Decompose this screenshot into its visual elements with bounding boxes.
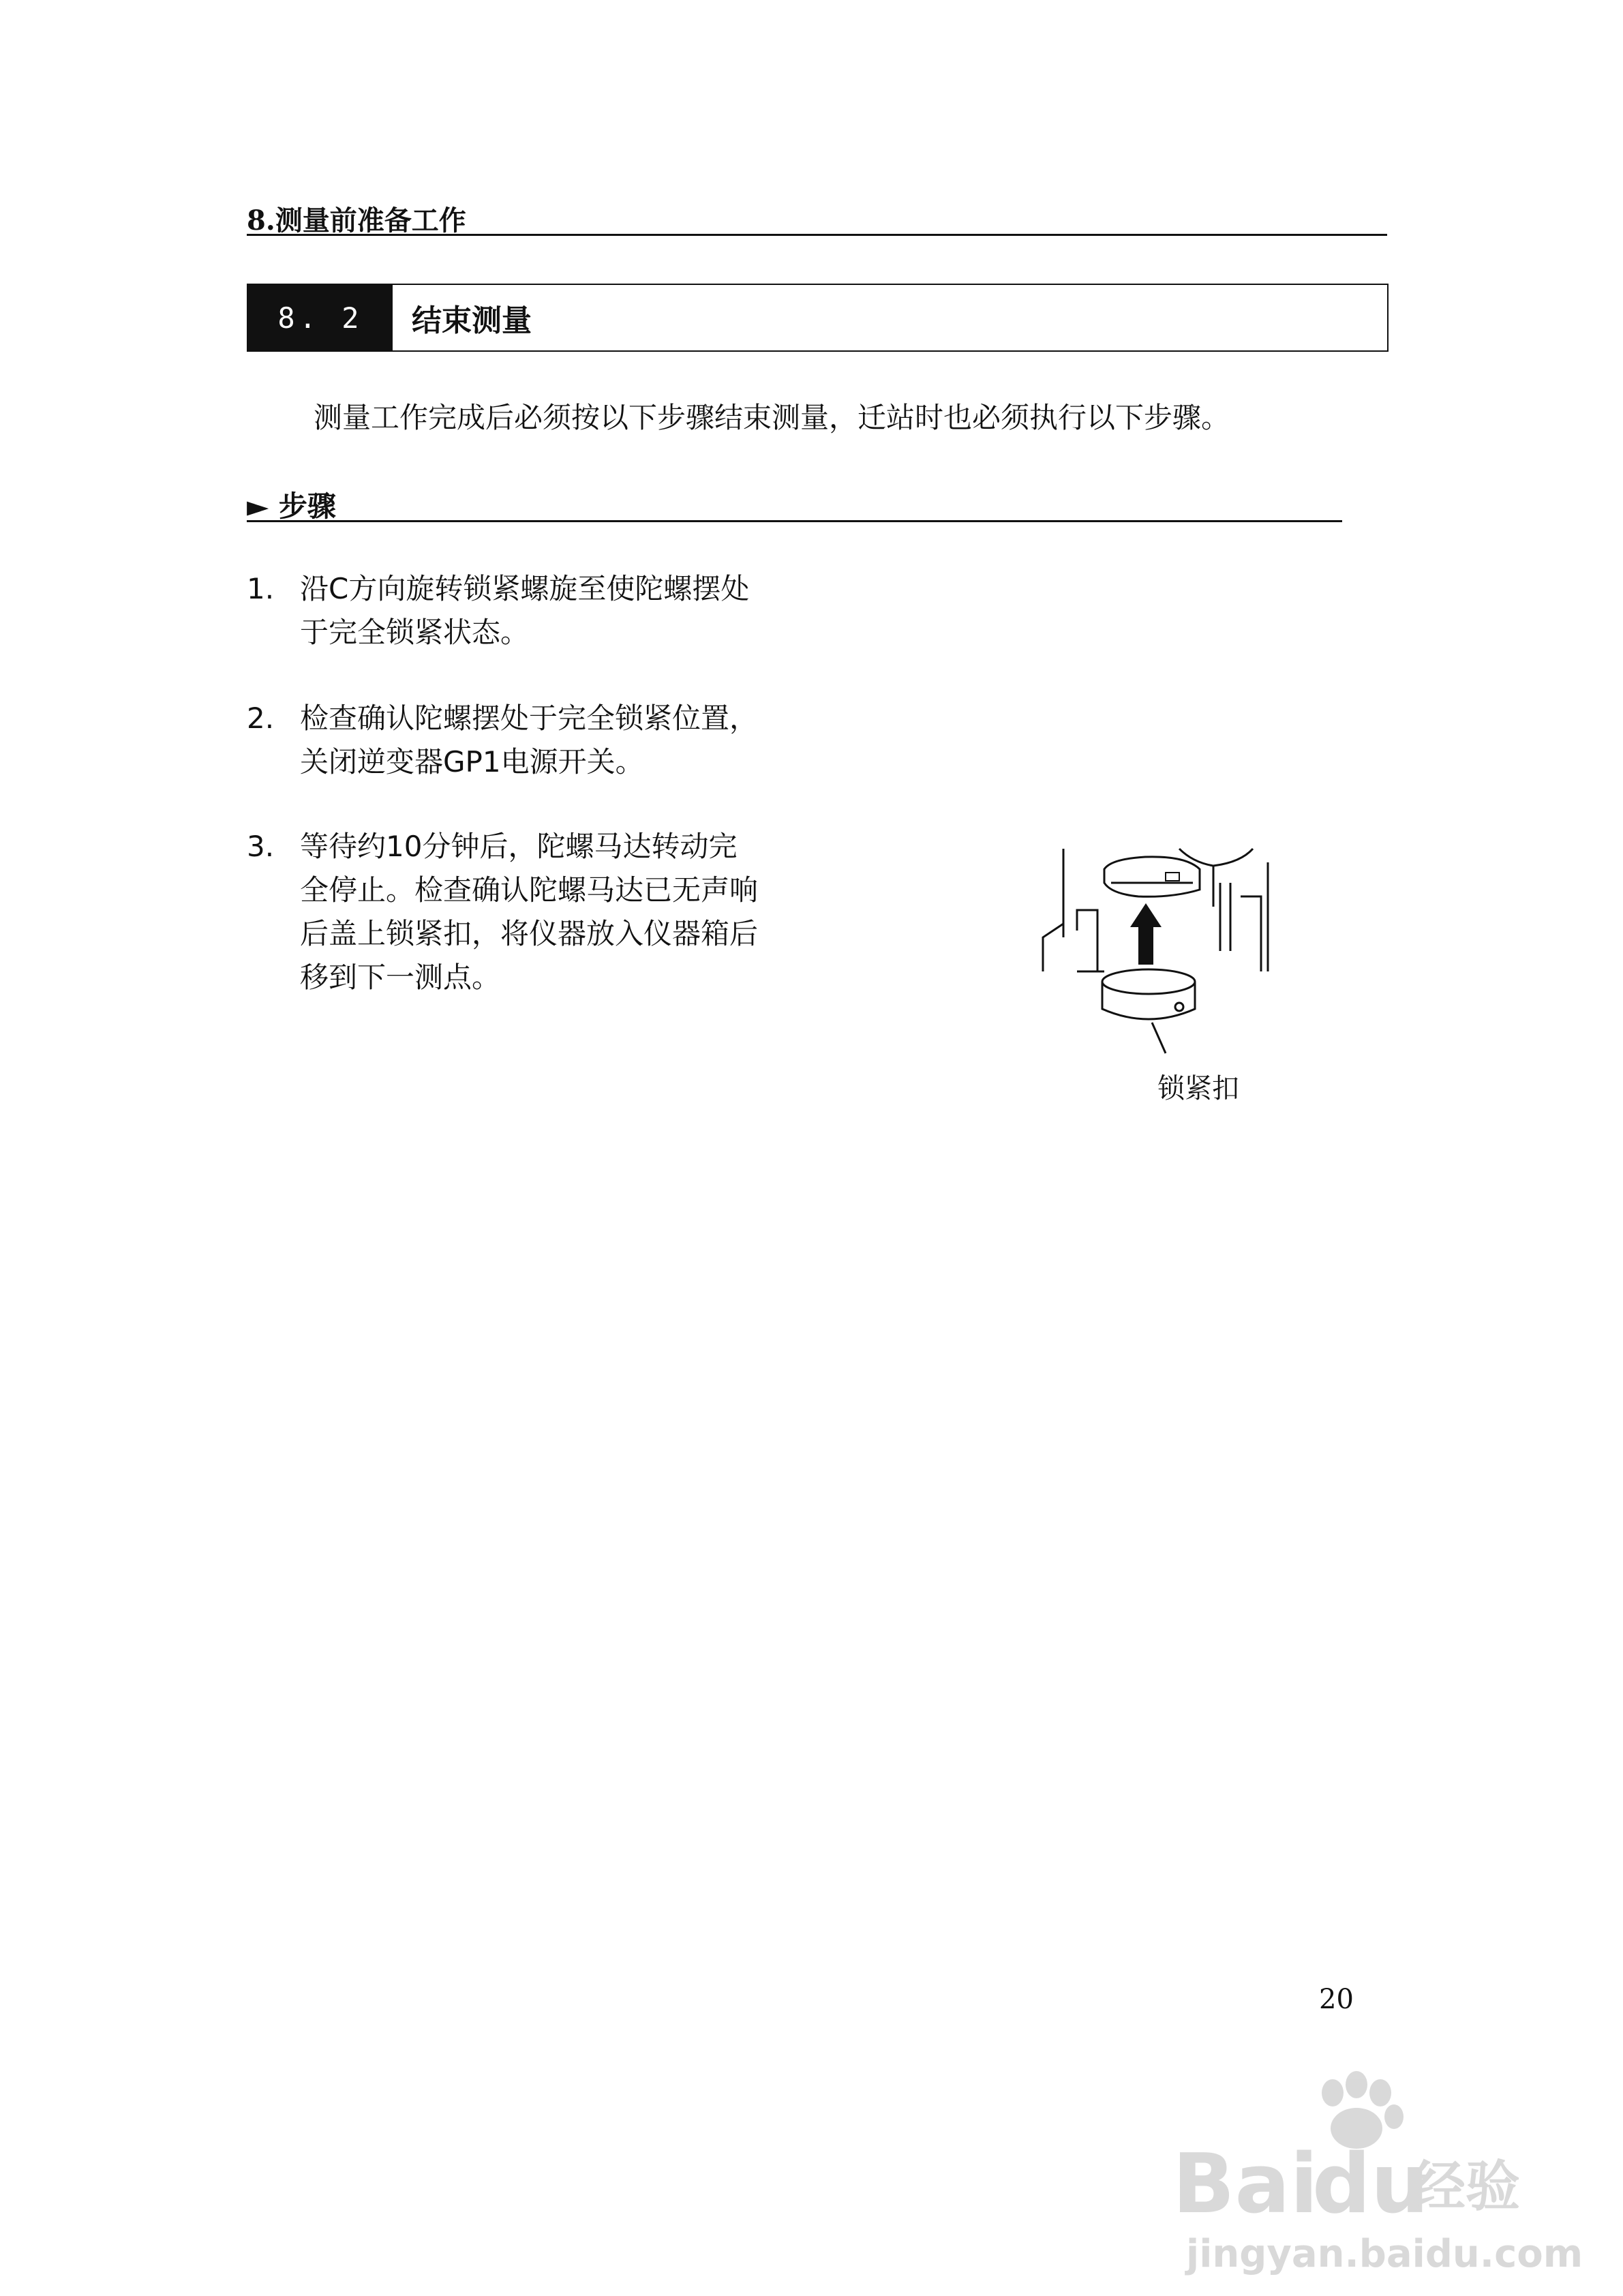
steps-divider bbox=[247, 520, 1342, 522]
step-number: 1. bbox=[247, 572, 275, 605]
step-number: 3. bbox=[247, 830, 275, 863]
step-line: 于完全锁紧状态。 bbox=[300, 616, 530, 649]
section-title: 结束测量 bbox=[412, 303, 532, 338]
chapter-header: 8.测量前准备工作 bbox=[247, 205, 466, 237]
step-line: 关闭逆变器GP1电源开关。 bbox=[300, 745, 644, 779]
page-number: 20 bbox=[1319, 1984, 1354, 2015]
figure-caption: 锁紧扣 bbox=[1157, 1073, 1239, 1104]
lock-ring-illustration bbox=[1036, 842, 1281, 1046]
watermark-product: 经验 bbox=[1411, 2155, 1520, 2218]
step-line: 等待约10分钟后，陀螺马达转动完 bbox=[300, 830, 738, 863]
watermark-url: jingyan.baidu.com bbox=[1186, 2232, 1583, 2276]
section-heading bbox=[247, 284, 1389, 352]
watermark-brand-end: du bbox=[1312, 2137, 1429, 2232]
intro-paragraph: 测量工作完成后必须按以下步骤结束测量，迁站时也必须执行以下步骤。 bbox=[314, 401, 1230, 434]
step-line: 后盖上锁紧扣，将仪器放入仪器箱后 bbox=[300, 917, 759, 950]
step-line: 全停止。检查确认陀螺马达已无声响 bbox=[300, 873, 759, 907]
watermark-brand: Bai bbox=[1172, 2137, 1318, 2232]
step-item bbox=[247, 567, 1091, 654]
step-line: 沿C方向旋转锁紧螺旋至使陀螺摆处 bbox=[300, 572, 750, 605]
section-number: 8. 2 bbox=[248, 285, 393, 350]
step-item bbox=[247, 825, 1091, 999]
steps-heading: ► 步骤 bbox=[247, 489, 336, 523]
step-item bbox=[247, 697, 1091, 784]
step-number: 2. bbox=[247, 701, 275, 735]
header-divider bbox=[247, 234, 1387, 236]
baidu-jingyan-watermark bbox=[1159, 2066, 1583, 2284]
step-line: 检查确认陀螺摆处于完全锁紧位置， bbox=[300, 701, 759, 735]
step-line: 移到下一测点。 bbox=[300, 961, 501, 994]
